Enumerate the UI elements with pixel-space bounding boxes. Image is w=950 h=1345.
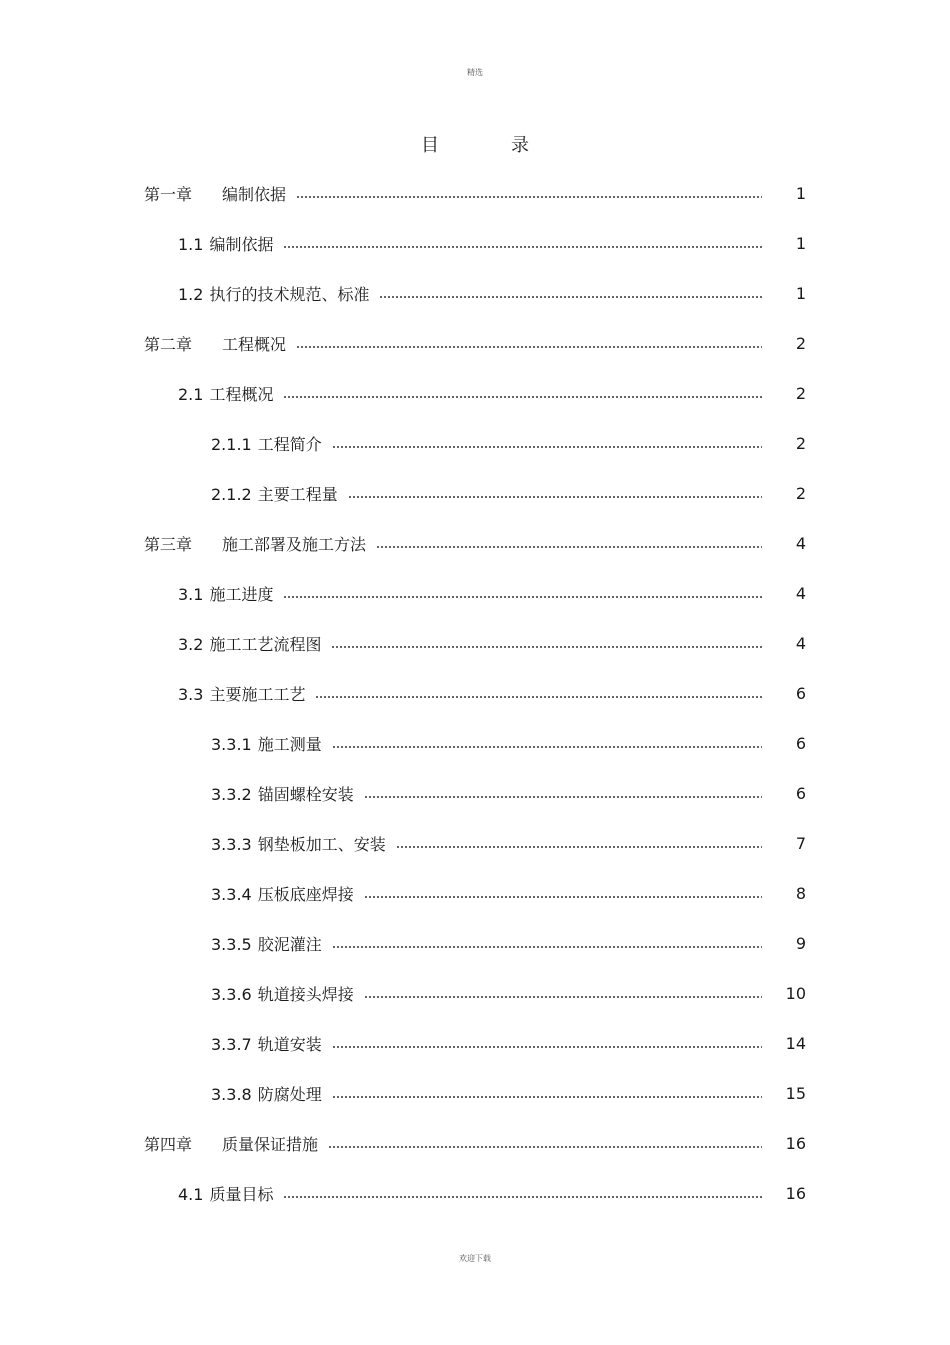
toc-entry-text: 防腐处理 [257, 1084, 322, 1104]
toc-entry-number: 第三章 [144, 534, 193, 554]
toc-entry[interactable] [178, 381, 762, 405]
toc-entry[interactable] [178, 231, 762, 255]
toc-entry-text: 主要施工工艺 [209, 684, 306, 704]
toc-dot-leader [348, 496, 762, 498]
toc-entry-text: 编制依据 [209, 234, 274, 254]
toc-entry-label [178, 232, 283, 255]
toc-entry-page: 4 [795, 583, 806, 603]
toc-entry-number: 3.3.3 [211, 834, 252, 854]
toc-entry-page: 4 [795, 533, 806, 553]
toc-dot-leader [283, 596, 762, 598]
toc-entry-label [178, 582, 283, 605]
toc-entry-page: 8 [795, 883, 806, 903]
toc-entry-label [144, 1132, 328, 1155]
toc-entry-label [211, 982, 364, 1005]
toc-entry-label [211, 882, 364, 905]
toc-entry[interactable] [144, 1131, 762, 1155]
toc-entry[interactable] [211, 1031, 762, 1055]
toc-entry-number: 3.1 [178, 584, 204, 604]
toc-entry-text: 主要工程量 [257, 484, 338, 504]
toc-entry[interactable] [211, 931, 762, 955]
toc-entry-page: 2 [795, 433, 806, 453]
toc-entry-label [144, 332, 296, 355]
toc-entry-page: 6 [795, 733, 806, 753]
toc-entry-page: 16 [785, 1183, 806, 1203]
toc-entry-page: 9 [795, 933, 806, 953]
toc-entry-page: 1 [795, 233, 806, 253]
toc-entry-number: 3.3.8 [211, 1084, 252, 1104]
toc-title-right: 录 [511, 135, 529, 156]
toc-entry-number: 第四章 [144, 1134, 193, 1154]
toc-dot-leader [332, 946, 762, 948]
toc-entry-text: 工程概况 [222, 334, 287, 354]
toc-entry-label [211, 432, 332, 455]
toc-entry[interactable] [178, 681, 762, 705]
toc-entry[interactable] [178, 1181, 762, 1205]
toc-entry-label [211, 732, 332, 755]
toc-entry[interactable] [178, 631, 762, 655]
toc-entry-label [178, 632, 331, 655]
toc-entry-page: 4 [795, 633, 806, 653]
toc-entry-page: 14 [785, 1033, 806, 1053]
toc-entry-page: 6 [795, 783, 806, 803]
toc-dot-leader [283, 246, 762, 248]
toc-entry-text: 工程概况 [209, 384, 274, 404]
toc-entry-text: 施工测量 [257, 734, 322, 754]
toc-entry-label [178, 682, 315, 705]
toc-entry-text: 执行的技术规范、标准 [209, 284, 370, 304]
toc-entry-text: 施工进度 [209, 584, 274, 604]
toc-entry-label [211, 1082, 332, 1105]
toc-dot-leader [364, 996, 762, 998]
toc-entry-number: 3.3 [178, 684, 204, 704]
toc-dot-leader [332, 1046, 762, 1048]
toc-entry-page: 7 [795, 833, 806, 853]
toc-entry-page: 16 [785, 1133, 806, 1153]
toc-entry-label [144, 532, 376, 555]
toc-entry-label [178, 282, 379, 305]
toc-dot-leader [283, 1196, 762, 1198]
toc-entry-text: 压板底座焊接 [257, 884, 354, 904]
toc-entry-text: 轨道安装 [257, 1034, 322, 1054]
toc-dot-leader [332, 446, 762, 448]
toc-entry-text: 施工部署及施工方法 [222, 534, 367, 554]
toc-entry[interactable] [178, 281, 762, 305]
toc-entry[interactable] [144, 181, 762, 205]
toc-dot-leader [331, 646, 762, 648]
toc-dot-leader [328, 1146, 762, 1148]
toc-entry[interactable] [211, 481, 762, 505]
toc-entry[interactable] [144, 531, 762, 555]
toc-entry-text: 质量目标 [209, 1184, 274, 1204]
toc-entry-number: 2.1.1 [211, 434, 252, 454]
toc-entry-number: 1.2 [178, 284, 204, 304]
toc-entry-number: 第一章 [144, 184, 193, 204]
toc-entry-number: 3.3.5 [211, 934, 252, 954]
toc-entry[interactable] [211, 981, 762, 1005]
toc-entry-label [211, 782, 364, 805]
toc-entry-label [178, 382, 283, 405]
toc-entry-page: 1 [795, 183, 806, 203]
toc-entry[interactable] [211, 831, 762, 855]
toc-entry-label [144, 182, 296, 205]
toc-entry-label [211, 482, 348, 505]
toc-dot-leader [379, 296, 762, 298]
toc-dot-leader [296, 346, 762, 348]
toc-entry-text: 编制依据 [222, 184, 287, 204]
toc-entry-number: 第二章 [144, 334, 193, 354]
toc-title-left: 目 [421, 135, 439, 156]
toc-entry-page: 1 [795, 283, 806, 303]
toc-dot-leader [376, 546, 762, 548]
toc-entry[interactable] [178, 581, 762, 605]
footer-watermark: 欢迎下载 [459, 1254, 491, 1263]
toc-entry-page: 2 [795, 483, 806, 503]
toc-dot-leader [315, 696, 762, 698]
toc-entry[interactable] [211, 781, 762, 805]
toc-entry[interactable] [211, 1081, 762, 1105]
toc-entry-number: 3.3.7 [211, 1034, 252, 1054]
toc-entry-label [211, 932, 332, 955]
toc-dot-leader [364, 896, 762, 898]
toc-entry-page: 2 [795, 383, 806, 403]
toc-entry-label [211, 832, 396, 855]
toc-entry-number: 2.1.2 [211, 484, 252, 504]
toc-entry-number: 3.3.4 [211, 884, 252, 904]
toc-entry-text: 胶泥灌注 [257, 934, 322, 954]
toc-dot-leader [332, 1096, 762, 1098]
toc-entry[interactable] [211, 431, 762, 455]
toc-entry-number: 4.1 [178, 1184, 204, 1204]
toc-entry-text: 工程简介 [257, 434, 322, 454]
toc-entry-text: 轨道接头焊接 [257, 984, 354, 1004]
toc-entry-page: 15 [785, 1083, 806, 1103]
toc-dot-leader [283, 396, 762, 398]
toc-dot-leader [332, 746, 762, 748]
toc-dot-leader [296, 196, 762, 198]
toc-entry-page: 2 [795, 333, 806, 353]
toc-entry-number: 1.1 [178, 234, 204, 254]
toc-entry[interactable] [211, 731, 762, 755]
toc-entry-text: 锚固螺栓安装 [257, 784, 354, 804]
toc-entry-label [211, 1032, 332, 1055]
toc-entry-number: 3.3.2 [211, 784, 252, 804]
toc-entry-page: 10 [785, 983, 806, 1003]
toc-entry[interactable] [211, 881, 762, 905]
toc-entry-label [178, 1182, 283, 1205]
toc-dot-leader [364, 796, 762, 798]
toc-dot-leader [396, 846, 762, 848]
toc-entry-number: 3.3.6 [211, 984, 252, 1004]
toc-entry-page: 6 [795, 683, 806, 703]
toc-entry-number: 3.2 [178, 634, 204, 654]
toc-entry[interactable] [144, 331, 762, 355]
toc-entry-number: 3.3.1 [211, 734, 252, 754]
toc-entry-text: 质量保证措施 [222, 1134, 319, 1154]
toc-entry-text: 施工工艺流程图 [209, 634, 322, 654]
toc-entry-number: 2.1 [178, 384, 204, 404]
toc-entry-text: 钢垫板加工、安装 [257, 834, 386, 854]
header-watermark: 精选 [467, 68, 483, 77]
